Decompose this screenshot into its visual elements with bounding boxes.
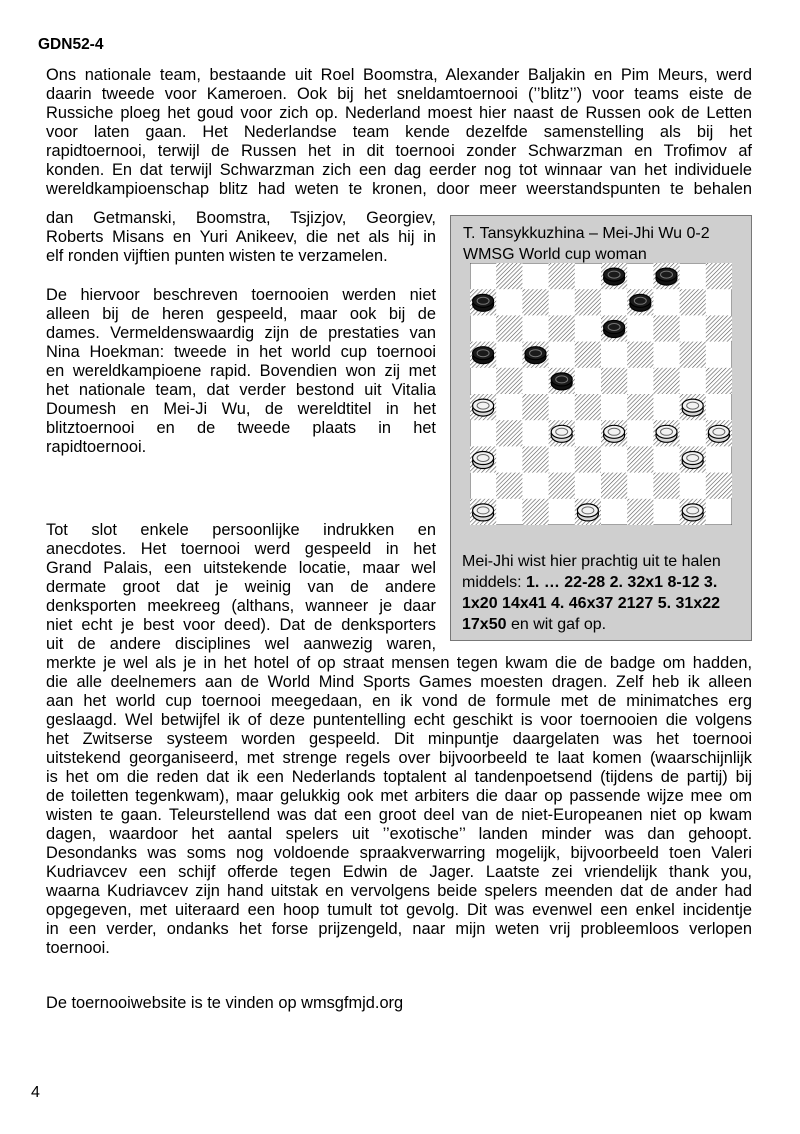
dark-square [522, 394, 548, 420]
dark-square [496, 315, 522, 341]
text-line: dan Getmanski, Boomstra, Tsjizjov, Georgiev, [46, 209, 436, 227]
text-line: elf ronden vijftien punten wisten te verzamelen. [46, 247, 388, 265]
website-line: De toernooiwebsite is te vinden op wmsgfmjd.org [46, 994, 404, 1012]
white-piece [473, 452, 494, 469]
dark-square [575, 289, 601, 315]
paragraph-impressions-continued [46, 654, 752, 958]
text-line: en wereldkampioene rapid. Bovendien won zij met [46, 362, 436, 380]
draughts-board [470, 263, 732, 525]
dark-square [601, 368, 627, 394]
text-line: konden. En dat terwijl Schwarzman zich een dag eerder nog tot winnaar van het individuele [46, 161, 752, 179]
dark-square [680, 289, 706, 315]
moves-notation: 1. … 22-28 2. 32x1 8-12 3. 1x20 14x41 4. 46x37 2127 5. 31x22 17x50 [462, 574, 721, 633]
black-piece [525, 347, 546, 364]
text-line: uitstekend georganiseerd, met strenge regels over bijvoorbeeld te laat komen (waarschijnlijk [46, 749, 752, 767]
black-piece [604, 268, 625, 285]
dark-square [549, 263, 575, 289]
diagram-title: T. Tansykkuzhina – Mei-Jhi Wu 0-2 [463, 225, 710, 242]
text-line: De hiervoor beschreven toernooien werden niet [46, 286, 436, 304]
text-line: Ons nationale team, bestaande uit Roel Boomstra, Alexander Baljakin en Pim Meurs, werd [46, 66, 752, 84]
dark-square [496, 473, 522, 499]
text-line: uit de andere disciplines wel aanwezig waren, [46, 635, 436, 653]
text-line: niet echt je best voor deed). Dat de denksporters [46, 616, 436, 634]
diagram-subtitle: WMSG World cup woman [463, 246, 647, 263]
moves-outro: en wit gaf op. [506, 616, 607, 633]
dark-square [627, 499, 653, 525]
dark-square [627, 342, 653, 368]
dark-square [706, 368, 732, 394]
white-piece [604, 425, 625, 442]
text-line: Grand Palais, een uitstekende locatie, maar wel [46, 559, 436, 577]
text-line: die alle deelnemers aan de World Mind Sports Games moesten dragen. Zelf heb ik alleen [46, 673, 752, 691]
dark-square [496, 420, 522, 446]
dark-square [522, 446, 548, 472]
white-piece [551, 425, 572, 442]
paragraph-impressions [46, 521, 436, 654]
text-line: Doumesh en Mei-Ji Wu, de wereldtitel in het [46, 400, 436, 418]
dark-square [549, 315, 575, 341]
text-line: rapidtoernooi. [46, 438, 147, 456]
dark-square [496, 368, 522, 394]
black-piece [656, 268, 677, 285]
text-line: Kudriavcev een schijf offerde tegen Edwin de Jager. Laatste zei vriendelijk thank you, [46, 863, 752, 881]
black-piece [604, 321, 625, 338]
paragraph-intro-continued [46, 209, 436, 266]
black-piece [473, 347, 494, 364]
text-line: wereldkampioenschap blitz had weten te kronen, door meer weerstandspunten te behalen [46, 180, 752, 198]
dark-square [575, 446, 601, 472]
text-line: alleen bij de heren gespeeld, maar ook bij de [46, 305, 436, 323]
white-piece [682, 452, 703, 469]
moves-text [462, 551, 744, 635]
dark-square [706, 263, 732, 289]
dark-square [653, 315, 679, 341]
black-piece [630, 294, 651, 311]
text-line: voor laten gaan. Het Nederlandse team kende dezelfde samenstelling als bij het [46, 123, 752, 141]
dark-square [522, 289, 548, 315]
dark-square [549, 473, 575, 499]
text-line: Roberts Misans en Yuri Anikeev, die net als hij in [46, 228, 436, 246]
text-line: dagen, waardoor het aantal spelers uit ’’exotische’’ landen minder was dan gehoopt. [46, 825, 752, 843]
dark-square [627, 394, 653, 420]
text-line: blitztoernooi en de tweede plaats in het [46, 419, 436, 437]
text-line: het Zwitserse systeem worden gespeeld. Dit minpuntje daargelaten was het toernooi [46, 730, 752, 748]
dark-square [601, 473, 627, 499]
white-piece [656, 425, 677, 442]
document-header: GDN52-4 [38, 36, 104, 53]
dark-square [575, 342, 601, 368]
text-line: de toiletten tegenkwam), maar gelukkig ook met arbiters die daar op passende wijze mee om [46, 787, 752, 805]
white-piece [577, 504, 598, 521]
text-line: merkte je wel als je in het hotel of op straat mensen tegen kwam die de badge om hadden, [46, 654, 752, 672]
text-line: waarna Kudriavcev zijn hand uitstak en vervolgens beide spelers meenden dat de ander had [46, 882, 752, 900]
white-piece [708, 425, 729, 442]
text-line: in een verder, ondanks het forse prijzengeld, naar mijn weten vrij probleemloos verlopen [46, 920, 752, 938]
text-line: dames. Vermeldenswaardig zijn de prestaties van [46, 324, 436, 342]
text-line: aan het world cup toernooi meegedaan, en ik vond de formule met de minimatches erg [46, 692, 752, 710]
text-line: het nationale team, dat verder bestond uit Vitalia [46, 381, 436, 399]
white-piece [473, 399, 494, 416]
dark-square [706, 473, 732, 499]
black-piece [551, 373, 572, 390]
text-line: daarin tweede voor Kameroen. Ook bij het sneldamtoernooi (’’blitz’’) voor teams eiste de [46, 85, 752, 103]
dark-square [496, 263, 522, 289]
text-line: Nina Hoekman: tweede in het world cup toernooi [46, 343, 436, 361]
white-piece [473, 504, 494, 521]
text-line: rapidtoernooi, terwijl de Russen het in dit toernooi zonder Schwarzman en Trofimov af [46, 142, 752, 160]
moves-intro: Mei-Jhi wist hier prachtig uit te halen middels: [462, 553, 721, 591]
page-number: 4 [31, 1084, 40, 1101]
paragraph-intro [46, 66, 752, 199]
black-piece [473, 294, 494, 311]
paragraph-ladies [46, 286, 436, 457]
white-piece [682, 399, 703, 416]
text-line: opgegeven, met uiteraard een hoop tumult tot gevolg. Dit was evenwel een enkel incidentje [46, 901, 752, 919]
text-line: toernooi. [46, 939, 110, 957]
text-line: anecdotes. Het toernooi werd gespeeld in het [46, 540, 436, 558]
text-line: dermate groot dat je weinig van de andere [46, 578, 436, 596]
dark-square [680, 342, 706, 368]
dark-square [522, 499, 548, 525]
dark-square [706, 315, 732, 341]
text-line: geslaagd. Wel betwijfel ik of deze puntentelling echt geschikt is voor toernooien die volgens [46, 711, 752, 729]
dark-square [653, 473, 679, 499]
text-line: Tot slot enkele persoonlijke indrukken en [46, 521, 436, 539]
text-line: Russiche ploeg het goud voor zich op. Nederland moest hier naast de Russen ook de Letten [46, 104, 752, 122]
dark-square [627, 446, 653, 472]
dark-square [575, 394, 601, 420]
text-line: wisten te gaan. Teleurstellend was dat een groot deel van de niet-Europeanen niet op kwam [46, 806, 752, 824]
white-piece [682, 504, 703, 521]
dark-square [653, 368, 679, 394]
text-line: is het om die reden dat ik een Nederlands toptalent al tandenpoetsend (tijdens de partij) bij [46, 768, 752, 786]
text-line: denksporten meekreeg (althans, wanneer je daar [46, 597, 436, 615]
text-line: Desondanks was soms nog voldoende spraakverwarring mogelijk, bijvoorbeeld toen Valeri [46, 844, 752, 862]
